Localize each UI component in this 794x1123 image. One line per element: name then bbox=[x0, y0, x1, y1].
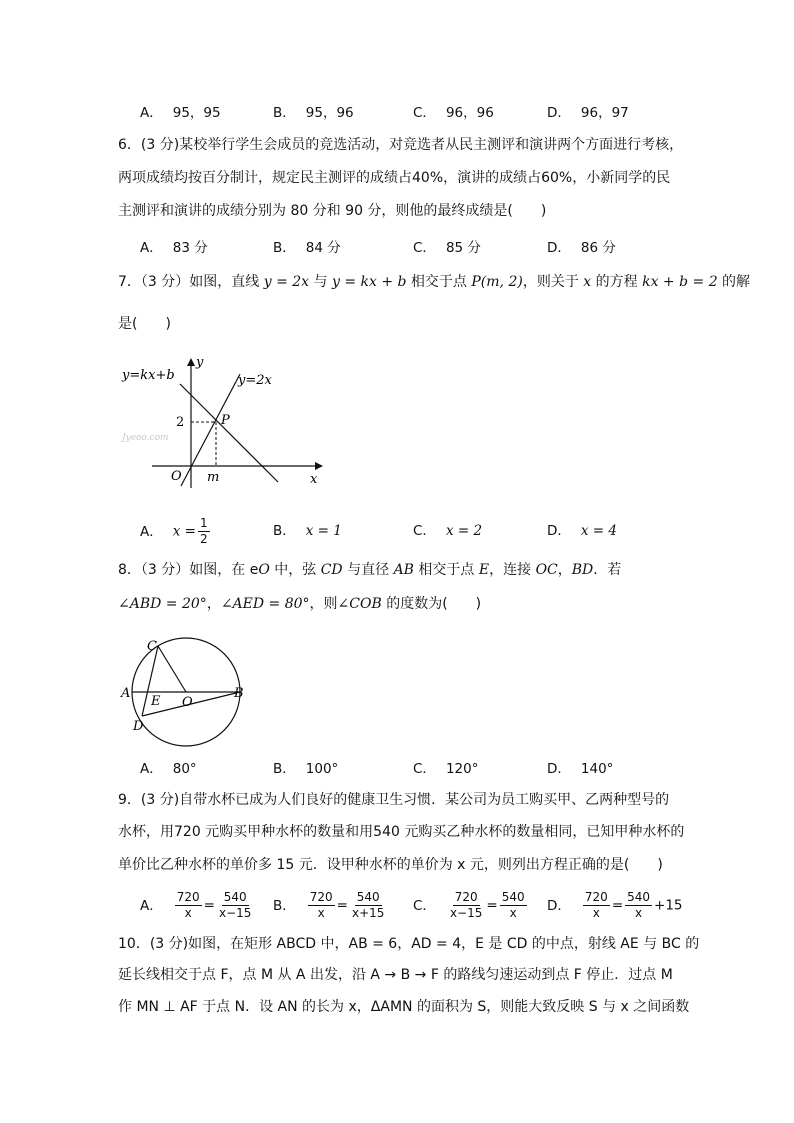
tick-label-m: m bbox=[207, 470, 220, 485]
q8-option-a[interactable]: A． 80° bbox=[140, 761, 197, 777]
q6-text-line-1: 6．(3 分)某校举行学生会成员的竞选活动，对竞选者从民主测评和演讲两个方面进行考核， bbox=[118, 137, 684, 153]
q9-option-d[interactable]: D． $\frac{720}{x}$ = $\frac{540}{x}$ +15 bbox=[547, 890, 683, 920]
q6-text-line-2: 两项成绩均按百分制计，规定民主测评的成绩占40%，演讲的成绩占60%，小新同学的民 bbox=[118, 170, 671, 186]
q5-option-a[interactable]: A． 95，95 bbox=[140, 105, 221, 121]
fraction: $\frac{720}{x-15}$ bbox=[449, 890, 483, 920]
q9-text-line-2: 水杯，用720 元购买甲种水杯的数量和用540 元购买乙种水杯的数量相同，已知甲种水杯的 bbox=[118, 824, 685, 840]
label-kx-b: y=kx+b bbox=[122, 368, 175, 383]
q6-option-c[interactable]: C． 85 分 bbox=[413, 240, 481, 256]
q7-figure bbox=[118, 352, 333, 492]
q5-option-c[interactable]: C． 96，96 bbox=[413, 105, 494, 121]
q6-option-b[interactable]: B． 84 分 bbox=[273, 240, 341, 256]
q9-option-c[interactable]: C． $\frac{720}{x-15}$ = $\frac{540}{x}$ bbox=[413, 890, 525, 920]
q6-option-d[interactable]: D． 86 分 bbox=[547, 240, 616, 256]
label-d: D bbox=[133, 719, 144, 734]
q7-option-a[interactable]: A． x = $\frac{1}{2}$ bbox=[140, 516, 208, 546]
label-a: A bbox=[121, 686, 131, 701]
q9-text-line-3: 单价比乙种水杯的单价多 15 元．设甲种水杯的单价为 x 元，则列出方程正确的是( ) bbox=[118, 857, 663, 873]
q6-options bbox=[140, 238, 700, 262]
line-y-kx-b bbox=[180, 384, 278, 482]
x-axis-label: x bbox=[310, 472, 318, 487]
point-p-label: P bbox=[221, 413, 230, 428]
q8-text-line-1: 8．（3 分）如图，在 eO 中，弦 CD 与直径 AB 相交于点 E，连接 OC，BD．若 bbox=[118, 562, 622, 578]
q9-text-line-1: 9．(3 分)自带水杯已成为人们良好的健康卫生习惯．某公司为员工购买甲、乙两种型号的 bbox=[118, 792, 670, 808]
q8-option-c[interactable]: C． 120° bbox=[413, 761, 479, 777]
q7-text-line-2: 是( ) bbox=[118, 316, 171, 332]
q7-text-line-1: 7．（3 分）如图，直线 y = 2x 与 y = kx + b 相交于点 P(m, 2)，则关于 x 的方程 kx + b = 2 的解 bbox=[118, 274, 751, 290]
q5-options bbox=[140, 103, 700, 127]
tick-label-2: 2 bbox=[176, 415, 185, 430]
label-c: C bbox=[147, 639, 157, 654]
q7-options bbox=[140, 516, 700, 546]
q5-option-b[interactable]: B． 95，96 bbox=[273, 105, 354, 121]
q7-option-b[interactable]: B． x = 1 bbox=[273, 523, 342, 539]
watermark-text: Jyeoo.com bbox=[122, 433, 169, 443]
q6-option-a[interactable]: A． 83 分 bbox=[140, 240, 208, 256]
q8-text-line-2: ∠ABD = 20°，∠AED = 80°，则∠COB 的度数为( ) bbox=[118, 596, 482, 612]
fraction: $\frac{720}{x}$ bbox=[309, 890, 333, 920]
q8-option-b[interactable]: B． 100° bbox=[273, 761, 339, 777]
q10-text-line-1: 10．(3 分)如图，在矩形 ABCD 中，AB = 6，AD = 4，E 是 CD 的中点，射线 AE 与 BC 的 bbox=[118, 936, 700, 952]
segment-oc bbox=[158, 646, 186, 692]
q9-option-a[interactable]: A． $\frac{720}{x}$ = $\frac{540}{x-15}$ bbox=[140, 890, 252, 920]
q6-text-line-3: 主测评和演讲的成绩分别为 80 分和 90 分，则他的最终成绩是( ) bbox=[118, 203, 547, 219]
origin-label: O bbox=[171, 469, 182, 484]
y-axis-label: y bbox=[196, 355, 204, 370]
q10-text-line-2: 延长线相交于点 F，点 M 从 A 出发，沿 A → B → F 的路线匀速运动到点 F 停止．过点 M bbox=[118, 967, 673, 983]
fraction: $\frac{540}{x}$ bbox=[627, 890, 651, 920]
fraction: $\frac{720}{x}$ bbox=[584, 890, 608, 920]
fraction: $\frac{540}{x+15}$ bbox=[351, 890, 385, 920]
label-2x: y=2x bbox=[238, 373, 272, 388]
y-axis-arrow bbox=[187, 358, 195, 366]
label-o: O bbox=[182, 695, 193, 710]
x-axis-arrow bbox=[315, 462, 323, 470]
q10-text-line-3: 作 MN ⊥ AF 于点 N．设 AN 的长为 x，ΔAMN 的面积为 S，则能大致反映 S 与 x 之间函数 bbox=[118, 999, 690, 1015]
fraction-one-half: $\frac{1}{2}$ bbox=[199, 516, 208, 546]
q8-options bbox=[140, 759, 700, 783]
fraction: $\frac{540}{x}$ bbox=[501, 890, 525, 920]
q7-option-c[interactable]: C． x = 2 bbox=[413, 523, 483, 539]
q8-figure bbox=[118, 632, 258, 752]
q5-option-d[interactable]: D． 96，97 bbox=[547, 105, 629, 121]
q9-options bbox=[140, 889, 700, 923]
label-e: E bbox=[151, 694, 161, 709]
fraction: $\frac{540}{x-15}$ bbox=[218, 890, 252, 920]
q9-option-b[interactable]: B． $\frac{720}{x}$ = $\frac{540}{x+15}$ bbox=[273, 890, 385, 920]
q8-option-d[interactable]: D． 140° bbox=[547, 761, 614, 777]
q7-option-d[interactable]: D． x = 4 bbox=[547, 523, 618, 539]
label-b: B bbox=[234, 686, 244, 701]
fraction: $\frac{720}{x}$ bbox=[176, 890, 200, 920]
